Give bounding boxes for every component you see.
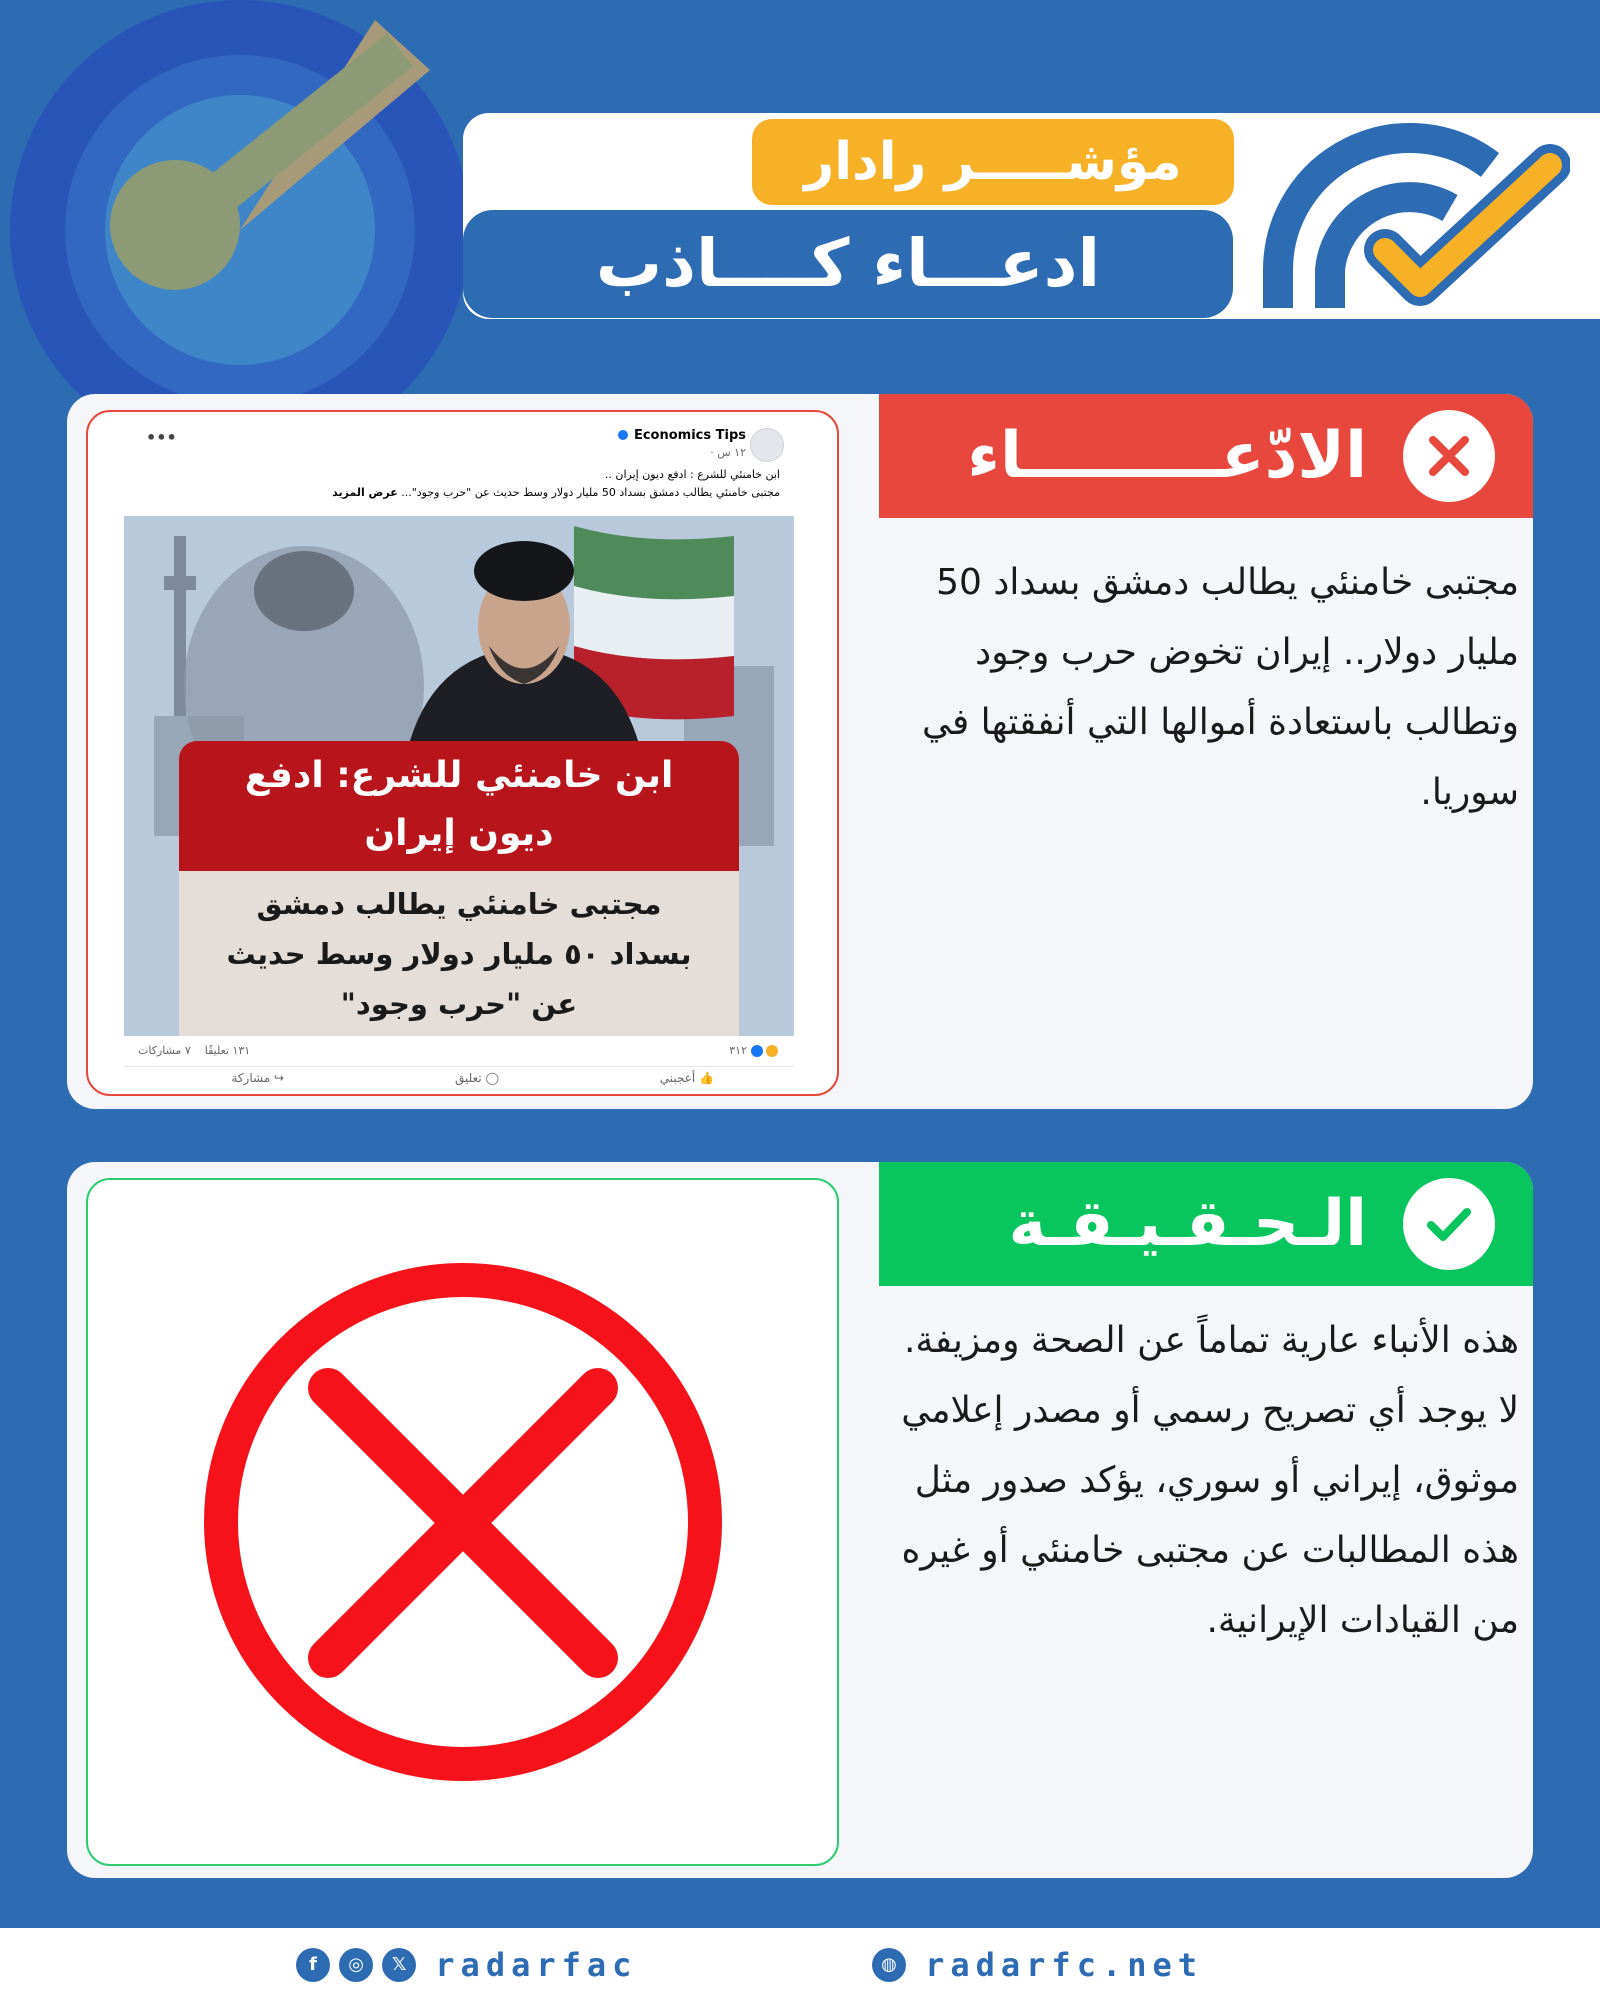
post-image[interactable] [124,516,794,1036]
website-url[interactable]: radarfc.net [925,1946,1204,1984]
haha-reaction-icon [766,1045,778,1057]
radar-indicator-badge: مؤشـــــر رادار [752,119,1234,205]
post-header [124,416,794,516]
claim-label: الادّعـــــــــاء [967,419,1367,493]
verdict-badge: ادعـــاء كــــاذب [463,210,1233,318]
engagement-counts [138,1044,250,1057]
fact-image-frame [86,1178,839,1866]
page-name[interactable]: Economics Tips [633,428,746,443]
more-options-icon[interactable]: ••• [146,428,177,447]
x-circle-icon [1403,410,1495,502]
claim-card [67,394,1533,1109]
fact-text: هذه الأنباء عارية تماماً عن الصحة ومزيفة. لا يوجد أي تصريح رسمي أو مصدر إعلامي موثوق، إيراني أو سوري، يؤكد صدور مثل هذه المطالبات عن مجتبى خامنئي أو غيره من القيادات الإيرانية. [901,1320,1519,1641]
claim-text: مجتبى خامنئي يطالب دمشق بسداد 50 مليار دولار.. إيران تخوض حرب وجود وتطالب باستعادة أموالها التي أنفقتها في سوريا. [921,562,1519,813]
post-time: ١٢ س · [710,446,746,459]
fact-label: الـحـقـيـقـة [1008,1187,1367,1261]
facebook-post [124,416,794,1090]
see-more-link[interactable]: عرض المزيد [332,486,398,499]
false-x-mark-icon [88,1180,837,1864]
reactions-summary[interactable] [729,1044,778,1057]
claim-screenshot-frame [86,410,839,1096]
x-twitter-icon[interactable]: 𝕏 [382,1948,416,1982]
fact-label-bar [879,1162,1533,1286]
image-subheadline-line3: عن "حرب وجود" [340,987,578,1021]
post-text-line1: ابن خامنئي للشرع : ادفع ديون إيران .. [604,468,780,481]
share-label: مشاركة [231,1071,271,1085]
verified-icon [618,430,628,440]
image-headline-line2: ديون إيران [364,813,554,854]
image-subheadline [179,871,739,1036]
post-footer [124,1036,794,1090]
globe-icon: ◍ [872,1948,906,1982]
image-headline-line1: ابن خامنئي للشرع: ادفع [244,755,674,796]
post-actions [124,1066,794,1087]
facebook-icon[interactable]: f [296,1948,330,1982]
comments-count[interactable]: ١٣١ تعليقًا [204,1044,251,1057]
like-reaction-icon [751,1045,763,1057]
image-headline [179,741,739,871]
post-text-line2 [140,486,780,499]
like-label: أعجبني [659,1071,696,1085]
image-subheadline-line2: بسداد ٥٠ مليار دولار وسط حديث [226,937,692,971]
radar-decoration [0,0,470,460]
footer [0,1928,1600,2000]
page-avatar[interactable] [750,428,784,462]
claim-label-bar [879,394,1533,518]
post-text-line2-body: مجتبى خامنئي يطالب دمشق بسداد 50 مليار دولار وسط حديث عن "حرب وجود"... [401,486,780,499]
instagram-icon[interactable]: ◎ [339,1948,373,1982]
social-handle[interactable]: radarfac [435,1946,638,1984]
fact-card [67,1162,1533,1878]
social-links [296,1946,637,1984]
check-circle-icon [1403,1178,1495,1270]
like-button[interactable]: 👍 أعجبني [659,1071,714,1085]
reactions-count: ٣١٢ [729,1044,747,1057]
comment-button[interactable]: ◯ تعليق [455,1071,499,1085]
share-button[interactable]: ↪ مشاركة [231,1071,284,1085]
radar-logo-icon [1260,120,1570,315]
comment-label: تعليق [455,1071,482,1085]
image-subheadline-line1: مجتبى خامنئي يطالب دمشق [256,887,662,921]
shares-count[interactable]: ٧ مشاركات [138,1044,191,1057]
website-link [872,1946,1203,1984]
